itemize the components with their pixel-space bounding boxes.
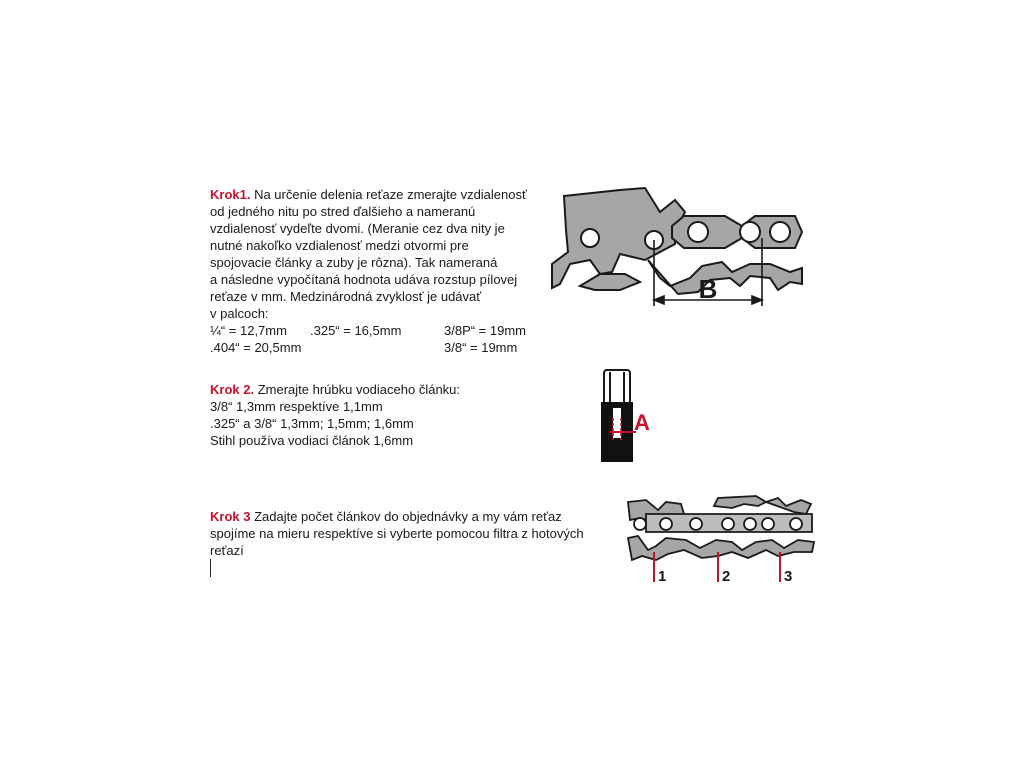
step3-heading: Krok 3: [210, 509, 251, 524]
step3-line: reťazí: [210, 543, 244, 558]
pitch-cell: .325“ = 16,5mm: [310, 323, 402, 338]
step2-line: 3/8“ 1,3mm respektíve 1,1mm: [210, 399, 383, 414]
step1-text: [210, 186, 527, 356]
count-label-3: 3: [784, 568, 793, 585]
step1-line: nutné nakoľko vzdialenosť medzi otvormi pre: [210, 238, 469, 253]
pitch-cell: 3/8“ = 19mm: [444, 340, 518, 355]
step3-line: Zadajte počet článkov do objednávky a my vám reťaz: [250, 509, 562, 524]
text-cursor: [210, 559, 211, 577]
pitch-cell: .404“ = 20,5mm: [210, 340, 302, 355]
count-label-1: 1: [658, 568, 667, 585]
pitch-cell: 3/8P“ = 19mm: [444, 323, 527, 338]
step1-line: spojovacie články a zuby je rôzna). Tak nameraná: [210, 255, 498, 270]
step1-line: od jedného nitu po stred ďalšieho a nameranú: [210, 204, 476, 219]
count-markers: [654, 552, 780, 582]
gauge-figure: [596, 368, 666, 468]
step1-line: reťaze v mm. Medzinárodná zvyklosť je udávať: [210, 289, 482, 304]
step1-line: a následne vypočítaná hodnota udáva rozstup pílovej: [210, 272, 518, 287]
step2-line: .325“ a 3/8“ 1,3mm; 1,5mm; 1,6mm: [210, 416, 414, 431]
step2-heading: Krok 2.: [210, 382, 255, 397]
rivet-head-icon: [604, 370, 630, 406]
step3-text: [210, 508, 584, 559]
pitch-cell: ¼“ = 12,7mm: [210, 323, 287, 338]
step1-line: v palcoch:: [210, 306, 269, 321]
pitch-label: B: [698, 274, 718, 304]
link-count-figure: [626, 492, 816, 587]
pitch-cell: [310, 339, 444, 356]
drive-link-tang: [613, 408, 621, 438]
step1-line: Na určenie delenia reťaze zmerajte vzdialenosť: [250, 187, 527, 202]
pitch-figure: [550, 182, 810, 312]
count-label-2: 2: [722, 568, 731, 585]
pitch-table-row: [210, 322, 527, 339]
step2-line: Zmerajte hrúbku vodiaceho článku:: [254, 382, 461, 397]
step1-heading: Krok1.: [210, 187, 251, 202]
step2-text: [210, 381, 460, 449]
chain-links: [628, 496, 814, 560]
gauge-label: A: [634, 410, 650, 435]
pitch-table-row: [210, 339, 527, 356]
step1-line: vzdialenosť vydeľte dvomi. (Meranie cez dva nity je: [210, 221, 505, 236]
step2-line: Stihl používa vodiaci článok 1,6mm: [210, 433, 414, 448]
step3-line: spojíme na mieru respektíve si vyberte pomocou filtra z hotových: [210, 526, 584, 541]
